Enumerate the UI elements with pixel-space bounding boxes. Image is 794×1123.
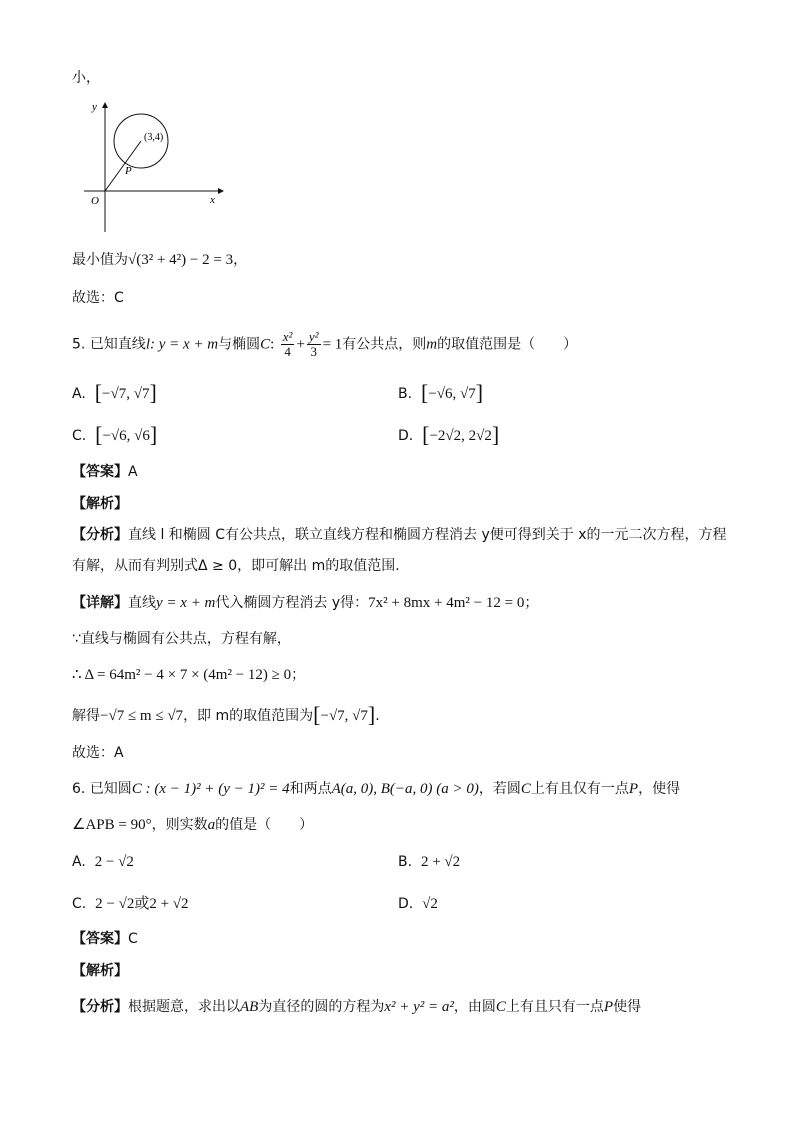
- q5-choice: 故选：A: [72, 745, 124, 761]
- prev-choice: 故选：C: [72, 290, 124, 306]
- q6-stem-line2: ∠APB = 90°，则实数a的值是（ ）: [72, 817, 314, 833]
- q5-fenxi-line1: 【分析】直线 l 和椭圆 C有公共点，联立直线方程和椭圆方程消去 y便可得到关于 x的一元二次方程，方程: [72, 527, 727, 543]
- q5-option-a: A. [−√7, √7]: [72, 380, 157, 405]
- q5-number: 5.: [72, 336, 86, 353]
- q6-stem-line1: 6. 已知圆C : (x − 1)² + (y − 1)² = 4和两点A(a, 0), B(−a, 0) (a > 0)，若圆C上有且仅有一点P，使得: [72, 781, 681, 797]
- x-axis-label: x: [210, 194, 215, 206]
- q5-because: ∵直线与椭圆有公共点，方程有解，: [72, 631, 291, 647]
- q6-analysis-tag: 【解析】: [72, 963, 128, 979]
- origin-label: O: [91, 195, 99, 207]
- min-value-line: 最小值为√(3² + 4²) − 2 = 3，: [72, 252, 248, 268]
- q5-option-b: B. [−√6, √7]: [398, 380, 484, 405]
- y-axis-arrow: [102, 102, 108, 108]
- q6-option-c: C. 2 − √2或2 + √2: [72, 896, 189, 912]
- fraction-y2-3: $\frac{\text{y²}}{3}$: [308, 329, 319, 359]
- y-axis-label: y: [92, 101, 97, 113]
- q5-answer: 【答案】A: [72, 464, 138, 480]
- q5-stem: 5. 已知直线l: y = x + m与椭圆C: $\frac{\text{x²}}{4}$ + $\frac{\text{y²}}{3}$ = 1有公共点，则m的取值范围是（ ）: [72, 329, 578, 359]
- segment-op: [105, 141, 141, 191]
- q6-number: 6.: [72, 781, 86, 797]
- center-label: (3,4): [144, 132, 164, 143]
- point-p-label: P: [125, 165, 132, 177]
- q5-fenxi-line2: 有解，从而有判别式Δ ≥ 0，即可解出 m的取值范围.: [72, 558, 400, 574]
- q5-analysis-tag: 【解析】: [72, 496, 128, 512]
- x-axis-arrow: [218, 188, 224, 194]
- fraction-x2-4: $\frac{\text{x²}}{4}$: [282, 329, 293, 359]
- coordinate-figure: [84, 96, 234, 236]
- q6-option-d: D. √2: [398, 896, 438, 912]
- q6-answer: 【答案】C: [72, 931, 138, 947]
- q6-option-a: A. 2 − √2: [72, 854, 134, 870]
- q5-xiangjie: 【详解】直线y = x + m代入椭圆方程消去 y得：7x² + 8mx + 4m² − 12 = 0；: [72, 595, 539, 611]
- q6-fenxi: 【分析】根据题意，求出以AB为直径的圆的方程为x² + y² = a²，由圆C上有且只有一点P使得: [72, 999, 642, 1015]
- q5-option-c: C. [−√6, √6]: [72, 422, 158, 447]
- q5-therefore: ∴ Δ = 64m² − 4 × 7 × (4m² − 12) ≥ 0；: [72, 667, 306, 683]
- q5-option-d: D. [−2√2, 2√2]: [398, 422, 500, 447]
- continuation-text: 小，: [72, 70, 100, 86]
- q6-option-b: B. 2 + √2: [398, 854, 461, 870]
- q5-solve: 解得−√7 ≤ m ≤ √7，即 m的取值范围为[−√7, √7].: [72, 702, 380, 727]
